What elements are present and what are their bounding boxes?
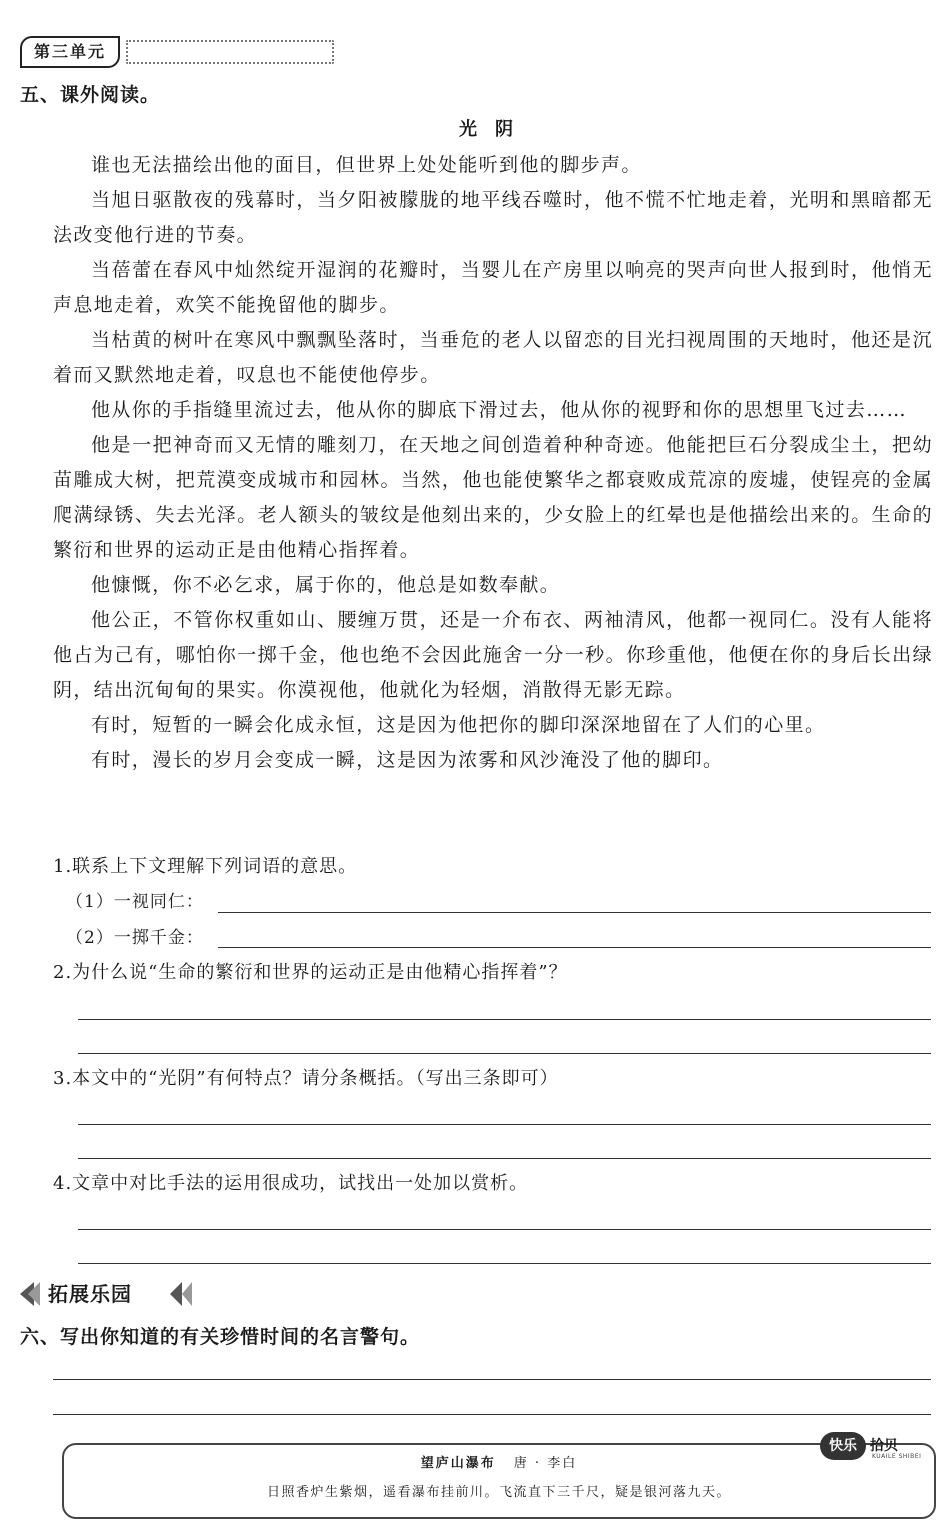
paragraph: 当蓓蕾在春风中灿然绽开湿润的花瓣时，当婴儿在产房里以响亮的哭声向世人报到时，他悄无声息地走着，欢笑不能挽留他的脚步。 — [53, 259, 933, 316]
paragraph: 有时，漫长的岁月会变成一瞬，这是因为浓雾和风沙淹没了他的脚印。 — [91, 749, 724, 771]
answer-line-1-1[interactable] — [218, 912, 931, 913]
paragraph: 有时，短暂的一瞬会化成永恒，这是因为他把你的脚印深深地留在了人们的心里。 — [91, 714, 826, 736]
logo-word: 拾贝 — [870, 1438, 898, 1454]
question-3: 3.本文中的“光阴”有何特点？请分条概括。（写出三条即可） — [53, 1068, 559, 1089]
article-passage — [53, 148, 933, 778]
answer-line-2b[interactable] — [78, 1053, 931, 1054]
paragraph: 他慷慨，你不必乞求，属于你的，他总是如数奉献。 — [91, 574, 561, 596]
section-6-title: 六、写出你知道的有关珍惜时间的名言警句。 — [20, 1326, 421, 1348]
article-title: 光阴 — [459, 119, 531, 140]
question-1: 1.联系上下文理解下列词语的意思。 — [53, 856, 358, 877]
extension-banner-text: 拓展乐园 — [48, 1282, 132, 1306]
answer-line-3b[interactable] — [78, 1158, 931, 1159]
poem-text: 日照香炉生紫烟，遥看瀑布挂前川。飞流直下三千尺，疑是银河落九天。 — [266, 1485, 731, 1500]
chevron-left-icon — [182, 1282, 192, 1306]
poem-author: 唐 · 李白 — [513, 1456, 578, 1471]
unit-label: 第三单元 — [20, 36, 120, 68]
paragraph: 他公正，不管你权重如山、腰缠万贯，还是一介布衣、两袖清风，他都一视同仁。没有人能将他占为己有，哪怕你一掷千金，他也绝不会因此施舍一分一秒。你珍重他，他便在你的身后长出绿阴，结出沉甸甸的果实。你漠视他，他就化为轻烟，消散得无影无踪。 — [53, 609, 933, 701]
paragraph: 他从你的手指缝里流过去，他从你的脚底下滑过去，他从你的视野和你的思想里飞过去…… — [91, 399, 908, 421]
paragraph: 他是一把神奇而又无情的雕刻刀，在天地之间创造着种种奇迹。他能把巨石分裂成尘土，把幼苗雕成大树，把荒漠变成城市和园林。当然，他也能使繁华之都衰败成荒凉的废墟，使锃亮的金属爬满绿锈、失去光泽。老人额头的皱纹是他刻出来的，少女脸上的红晕也是他描绘出来的。生命的繁衍和世界的运动正是由他精心指挥着。 — [53, 434, 933, 561]
extension-banner — [20, 1278, 188, 1310]
paragraph: 谁也无法描绘出他的面目，但世界上处处能听到他的脚步声。 — [91, 154, 642, 176]
answer-line-3a[interactable] — [78, 1124, 931, 1125]
answer-line-6a[interactable] — [53, 1379, 931, 1380]
logo-bubble: 快乐 — [820, 1432, 866, 1460]
chevron-left-icon — [28, 1282, 40, 1306]
poem-title-line — [62, 1452, 936, 1471]
paragraph: 当枯黄的树叶在寒风中飘飘坠落时，当垂危的老人以留恋的目光扫视周围的天地时，他还是沉着而又默然地走着，叹息也不能使他停步。 — [53, 329, 933, 386]
paragraph: 当旭日驱散夜的残幕时，当夕阳被朦胧的地平线吞噬时，他不慌不忙地走着，光明和黑暗都无法改变他行进的节奏。 — [53, 189, 933, 246]
answer-line-4a[interactable] — [78, 1229, 931, 1230]
unit-dotted-box — [126, 40, 334, 64]
chevron-left-icon — [170, 1282, 182, 1306]
poem-title: 望庐山瀑布 — [420, 1456, 496, 1471]
section-5-title: 五、课外阅读。 — [20, 84, 161, 106]
question-1-1-label: （1）一视同仁： — [66, 892, 204, 912]
answer-line-6b[interactable] — [53, 1414, 931, 1415]
question-2: 2.为什么说“生命的繁衍和世界的运动正是由他精心指挥着”？ — [53, 962, 568, 983]
question-4: 4.文章中对比手法的运用很成功，试找出一处加以赏析。 — [53, 1173, 529, 1194]
answer-line-4b[interactable] — [78, 1263, 931, 1264]
logo-subtitle: KUAILE SHIBEI — [872, 1453, 922, 1460]
question-1-2-label: （2）一掷千金： — [66, 928, 204, 948]
answer-line-2a[interactable] — [78, 1019, 931, 1020]
answer-line-1-2[interactable] — [218, 947, 931, 948]
